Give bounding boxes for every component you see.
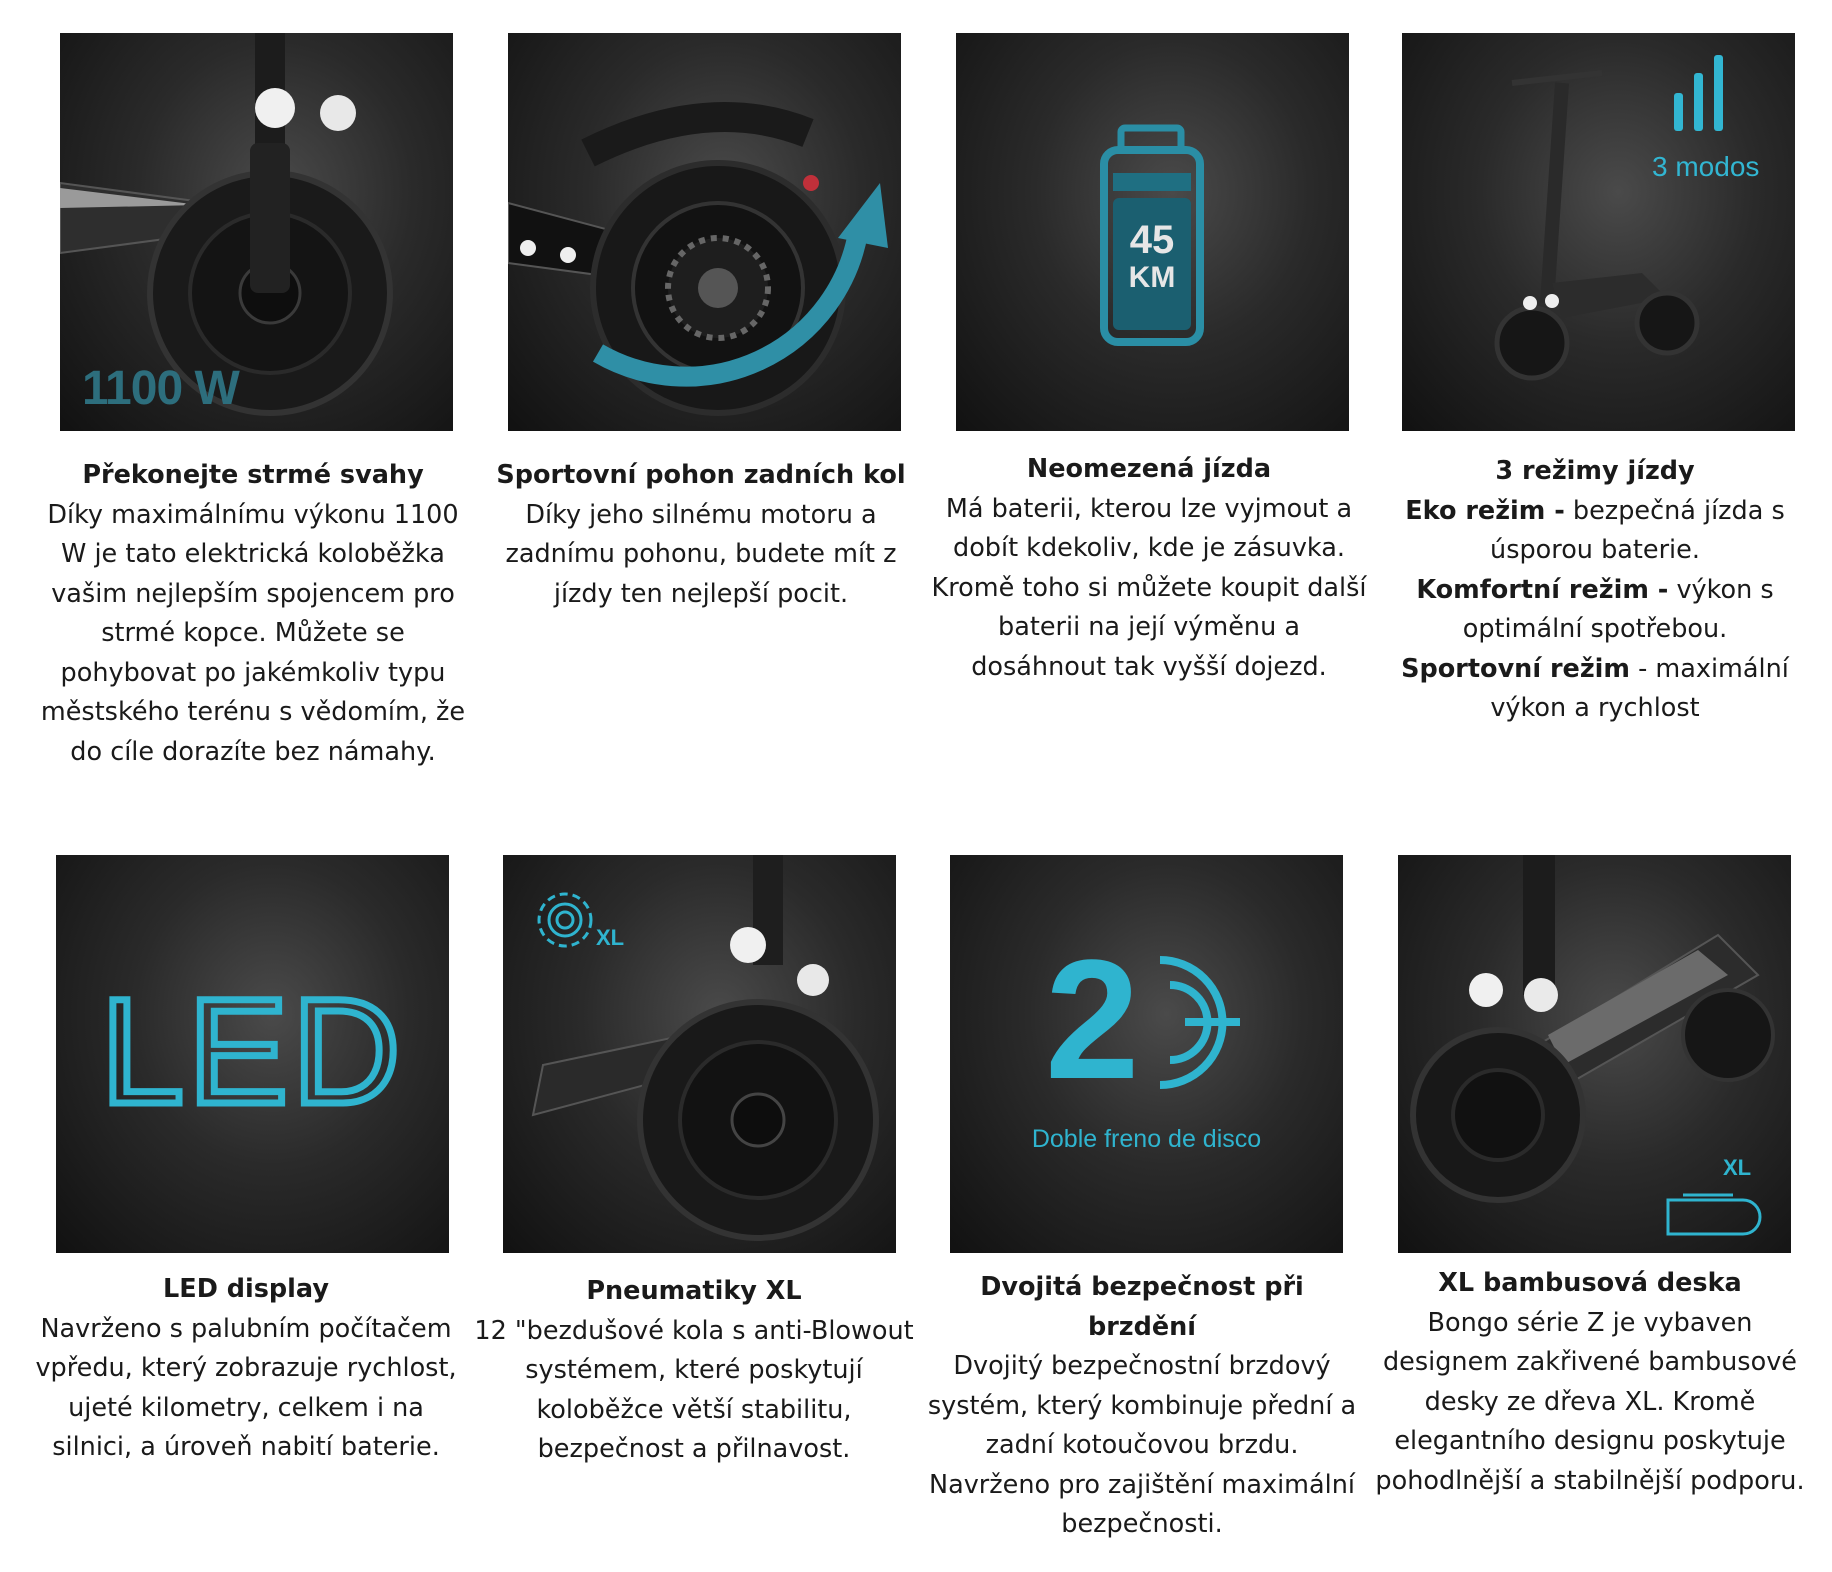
tyre-illustration: [503, 855, 896, 1253]
feature-image-range: [956, 33, 1349, 431]
feature-text: Dvojitý bezpečnostní brzdový systém, který kombinuje přední a zadní kotoučovou brzdu. Navrženo pro zajištění maximální bezpečnosti.: [927, 1351, 1357, 1539]
feature-text: Má baterii, kterou lze vyjmout a dobít kdekoliv, kde je zásuvka. Kromě toho si můžete koupit další baterii na její výměnu a dosáhnout tak vyšší dojezd.: [931, 493, 1367, 682]
power-label: 1100 W: [82, 362, 239, 415]
feature-text: Díky jeho silnému motoru a zadnímu pohonu, budete mít z jízdy ten nejlepší pocit.: [505, 499, 897, 609]
feature-caption-deck: [1370, 1264, 1810, 1501]
feature-title: Překonejte strmé svahy: [82, 460, 424, 490]
feature-title: Neomezená jízda: [1026, 454, 1272, 484]
mode-comfort: [1416, 575, 1773, 645]
feature-title: Sportovní pohon zadních kol: [496, 460, 906, 490]
brake-number: 2: [1045, 925, 1140, 1115]
feature-caption-led: [26, 1270, 466, 1468]
mode-name: Komfortní režim -: [1416, 574, 1669, 605]
mode-desc: výkon s optimální spotřebou.: [1462, 574, 1774, 644]
feature-text: Navrženo s palubním počítačem vpředu, který zobrazuje rychlost, ujeté kilometry, celkem i na silnici, a úroveň nabití baterie.: [35, 1313, 457, 1462]
feature-title: Pneumatiky XL: [586, 1276, 802, 1306]
feature-title: XL bambusová deska: [1438, 1268, 1742, 1298]
feature-image-brakes: [950, 855, 1343, 1253]
feature-image-power: [60, 33, 453, 431]
mode-eco: [1405, 496, 1785, 566]
feature-image-led: [56, 855, 449, 1253]
feature-caption-modes: [1375, 452, 1815, 729]
range-value: 45: [1129, 218, 1175, 262]
mode-name: Sportovní režim: [1401, 653, 1630, 684]
feature-text: Díky maximálnímu výkonu 1100 W je tato elektrická koloběžka vašim nejlepším spojencem pro strmé kopce. Můžete se pohybovat po jakémkoliv typu městského terénu s vědomím, že do cíle dorazíte bez námahy.: [40, 499, 466, 767]
brake-label: Doble freno de disco: [1031, 1125, 1262, 1153]
feature-title: 3 režimy jízdy: [1495, 456, 1695, 486]
mode-name: Eko režim -: [1405, 495, 1565, 526]
feature-caption-brakes: [922, 1268, 1362, 1545]
feature-image-modes: [1402, 33, 1795, 431]
mode-desc: - maximální výkon a rychlost: [1490, 653, 1789, 723]
deck-xl-label: XL: [1723, 1155, 1752, 1180]
deck-illustration: [1398, 855, 1791, 1253]
brake-disc-icon: [950, 855, 1343, 1253]
feature-title: LED display: [163, 1274, 329, 1304]
feature-image-deck: [1398, 855, 1791, 1253]
feature-image-rear-drive: [508, 33, 901, 431]
mode-desc: bezpečná jízda s úsporou baterie.: [1490, 495, 1785, 565]
feature-text: Bongo série Z je vybaven designem zakřivené bambusové desky ze dřeva XL. Kromě elegantního designu poskytuje pohodlnější a stabilnější podporu.: [1375, 1307, 1805, 1496]
range-unit: KM: [1128, 261, 1176, 294]
mode-sport: [1401, 654, 1789, 724]
feature-caption-range: [929, 450, 1369, 687]
scooter-illustration: [1402, 33, 1795, 431]
feature-image-tyres: [503, 855, 896, 1253]
feature-title: Dvojitá bezpečnost při brzdění: [980, 1272, 1304, 1342]
modes-label: 3 modos: [1652, 151, 1760, 182]
feature-caption-power: [33, 456, 473, 772]
feature-caption-rear-drive: [481, 456, 921, 614]
tyre-xl-label: XL: [596, 925, 625, 950]
led-label: LED: [100, 967, 405, 1135]
feature-text: 12 "bezdušové kola s anti-Blowout systémem, které poskytují koloběžce větší stabilitu, bezpečnost a přilnavost.: [474, 1315, 914, 1464]
feature-caption-tyres: [474, 1272, 914, 1470]
rear-wheel-illustration: [508, 33, 901, 431]
